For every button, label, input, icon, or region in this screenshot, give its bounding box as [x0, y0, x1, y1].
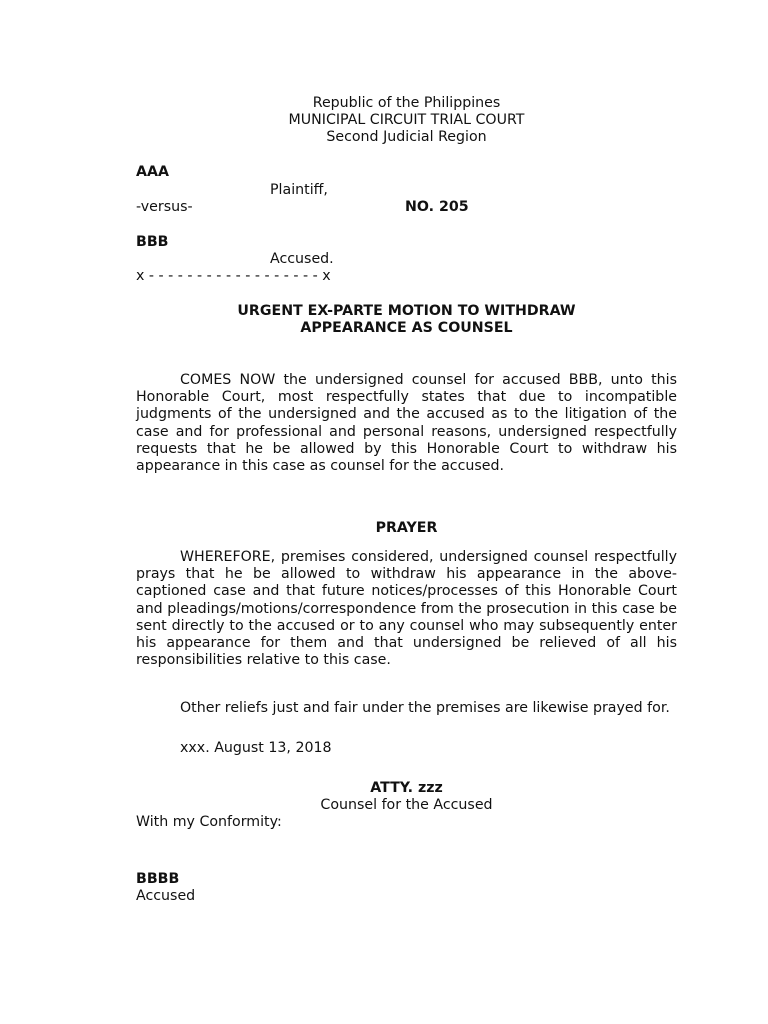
body-paragraph-3-text: Other reliefs just and fair under the premises are likewise prayed for.: [180, 700, 670, 716]
case-number: NO. 205: [405, 199, 469, 215]
caption-separator: x - - - - - - - - - - - - - - - - - - x: [136, 268, 331, 284]
motion-title-line1: URGENT EX-PARTE MOTION TO WITHDRAW: [237, 303, 576, 319]
court-name: MUNICIPAL CIRCUIT TRIAL COURT: [288, 112, 525, 128]
accused-signatory-role: Accused: [136, 888, 196, 904]
judicial-region: Second Judicial Region: [326, 129, 487, 145]
republic-line: Republic of the Philippines: [312, 95, 501, 111]
versus-label: -versus-: [136, 199, 193, 215]
motion-title-line2: APPEARANCE AS COUNSEL: [300, 320, 513, 336]
accused-name: BBB: [136, 234, 169, 250]
attorney-role: Counsel for the Accused: [320, 797, 493, 813]
plaintiff-role: Plaintiff,: [270, 182, 328, 198]
body-paragraph-3: [136, 699, 677, 718]
accused-role: Accused.: [270, 251, 334, 267]
attorney-name: ATTY. zzz: [370, 780, 443, 796]
body-paragraph-1-text: COMES NOW the undersigned counsel for accused BBB, unto this Honorable Court, most respectfully states that due to incompatible judgments of the undersigned and the accused as to the litigation of the case and for professional and personal reasons, undersigned respectfully requests that he be allowed by this Honorable Court to withdraw his appearance in this case as counsel for the accused.: [136, 372, 677, 475]
accused-signatory-name: BBBB: [136, 871, 180, 887]
body-paragraph-1: [136, 372, 677, 475]
prayer-heading: PRAYER: [375, 520, 438, 536]
body-paragraph-2-text: WHEREFORE, premises considered, undersigned counsel respectfully prays that he be allowed to withdraw his appearance in the above-captioned case and that future notices/processes of this Honorable Court and pleadings/motions/correspondence from the prosecution in this case be sent directly to the accused or to any counsel who may subsequently enter his appearance for them and that undersigned be relieved of all his responsibilities relative to this case.: [136, 549, 677, 669]
body-paragraph-2: [136, 549, 677, 669]
conformity-label: With my Conformity:: [136, 814, 282, 830]
plaintiff-name: AAA: [136, 164, 169, 180]
date-line: xxx. August 13, 2018: [180, 740, 332, 756]
